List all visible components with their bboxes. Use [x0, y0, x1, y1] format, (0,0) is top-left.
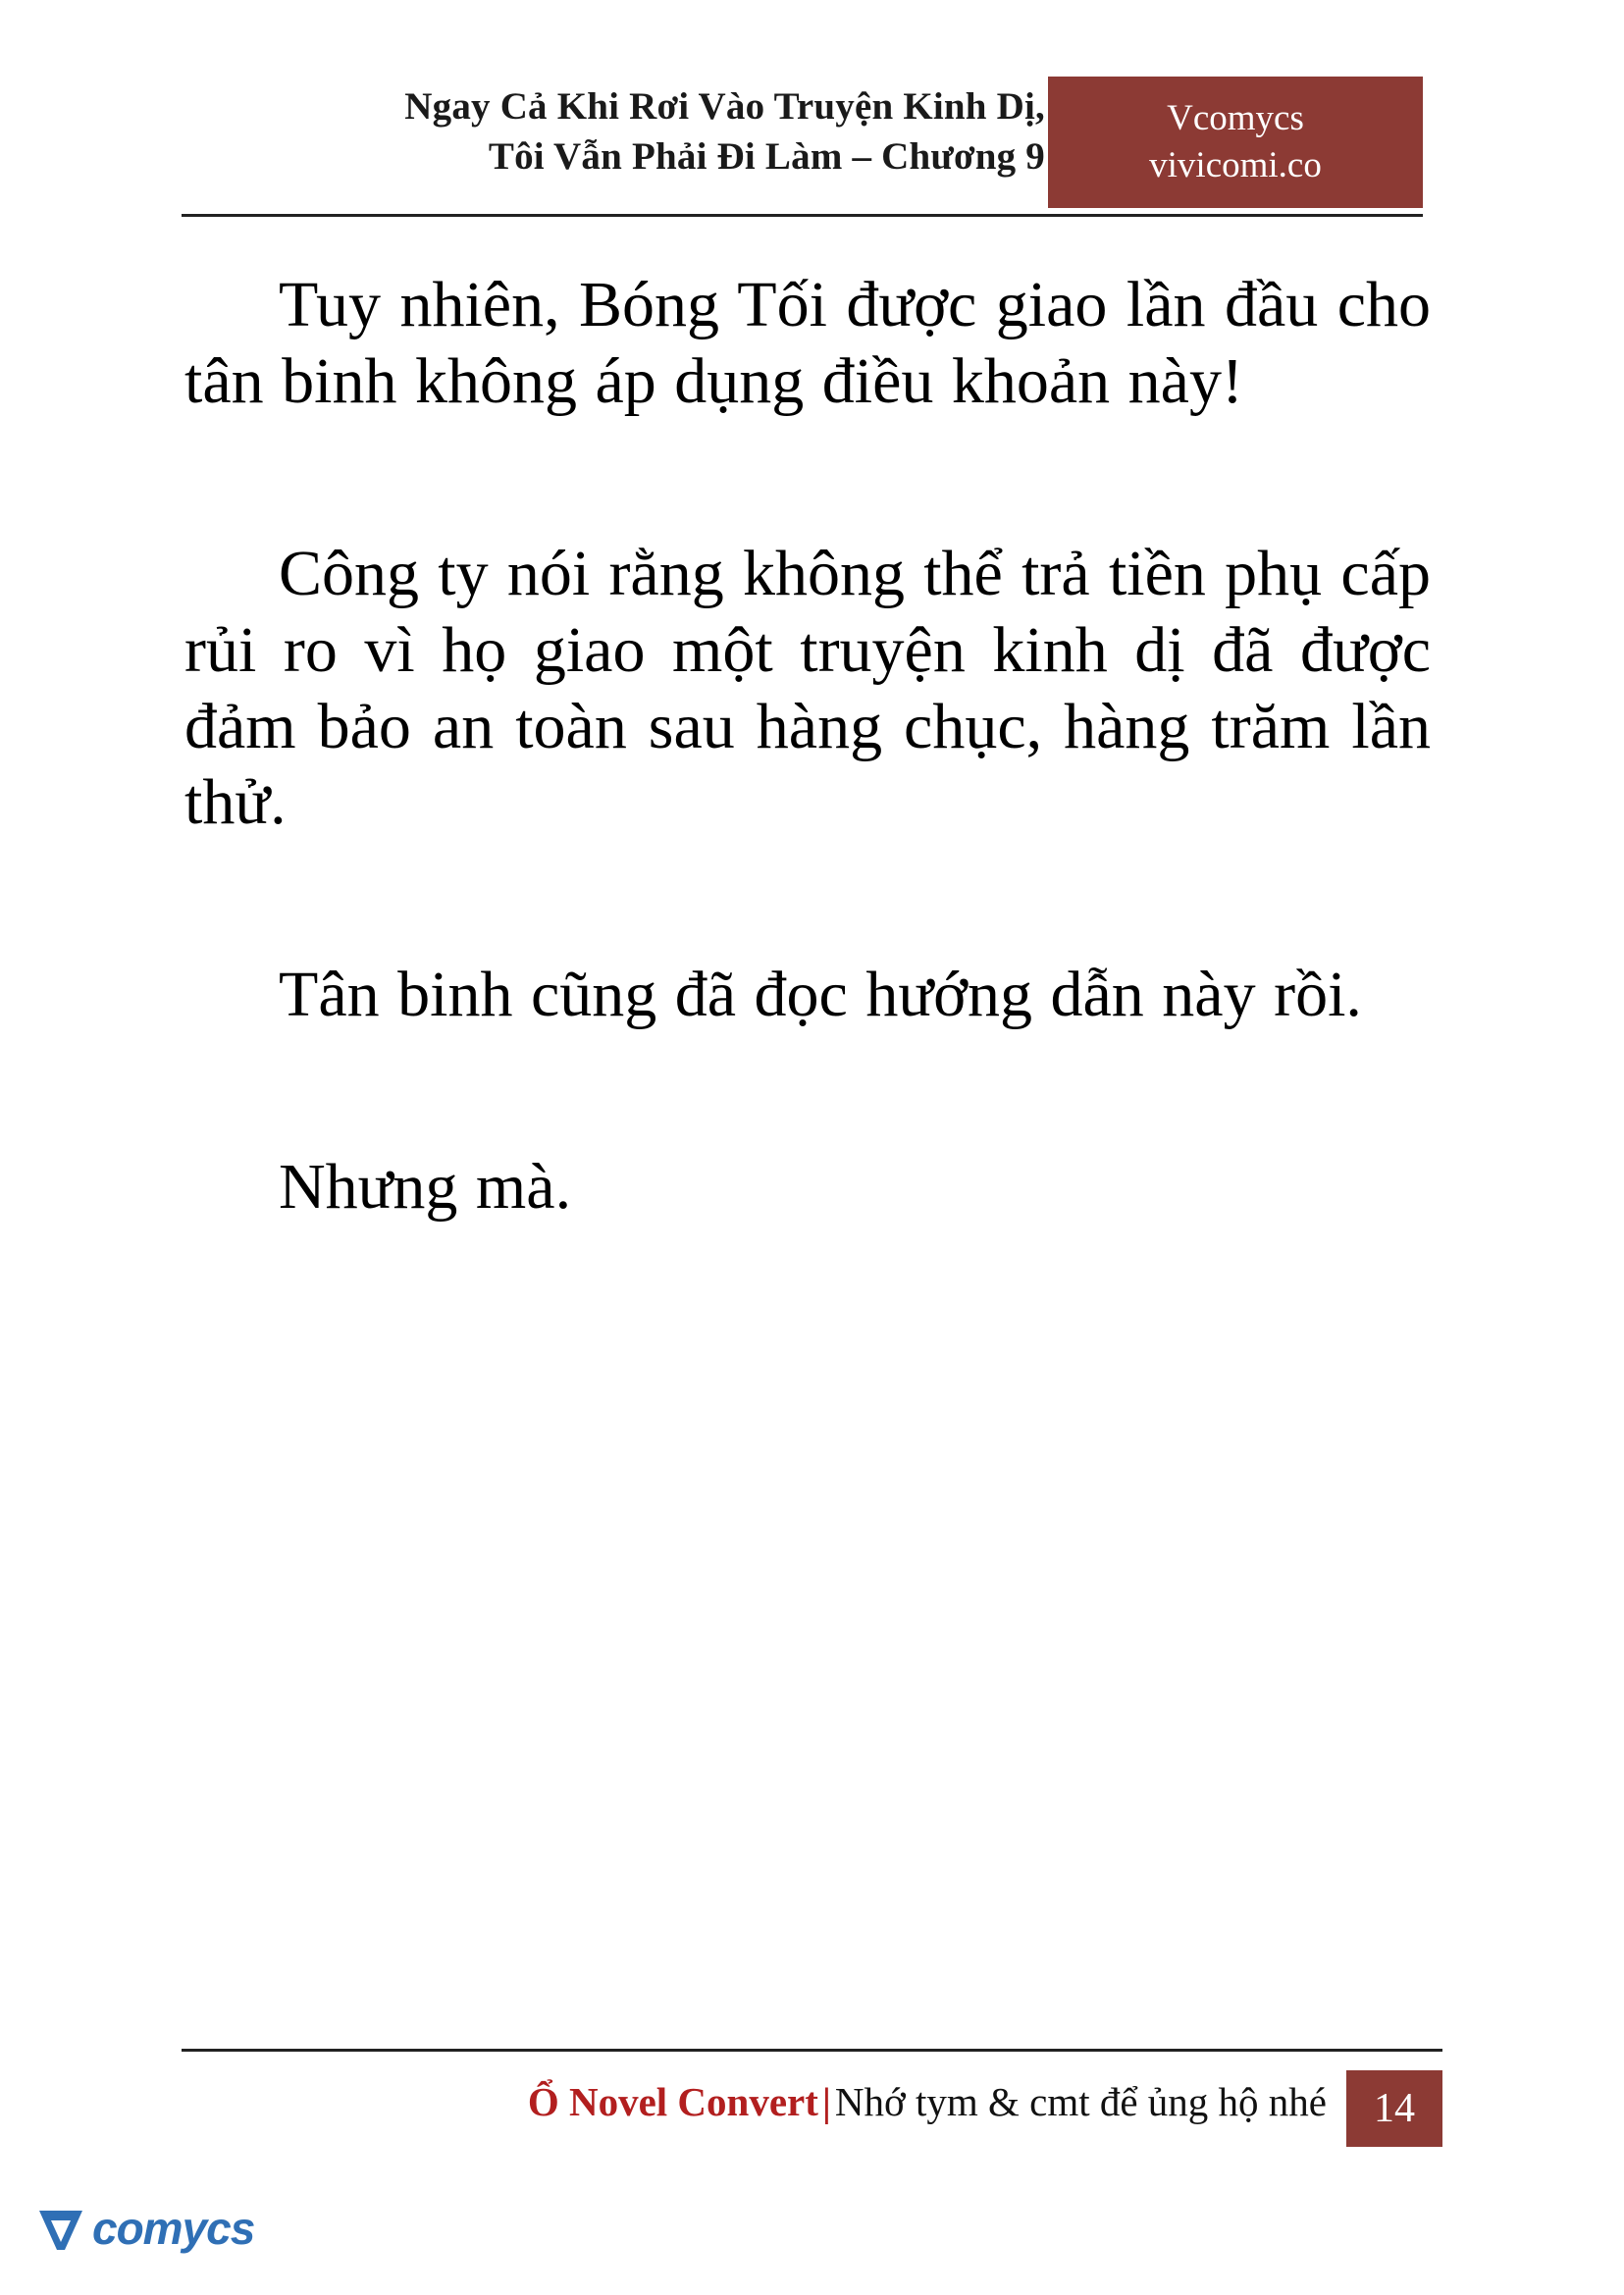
footer-content: [182, 2070, 1442, 2143]
footer-note: Nhớ tym & cmt để ủng hộ nhé: [834, 2079, 1327, 2124]
paragraph: [184, 536, 1431, 842]
watermark-label: comycs: [92, 2203, 255, 2254]
paragraph-text: Tuy nhiên, Bóng Tối được giao lần đầu cho tân binh không áp dụng điều khoản này!: [184, 269, 1431, 417]
publisher-badge: [1048, 77, 1423, 208]
footer-credit: [528, 2078, 1327, 2126]
paragraph: [184, 957, 1431, 1033]
publisher-url: vivicomi.co: [1149, 145, 1322, 185]
page-number: 14: [1346, 2070, 1442, 2147]
header-divider: [182, 214, 1423, 217]
page-content: [184, 267, 1431, 1226]
header-title-line-1: Ngay Cả Khi Rơi Vào Truyện Kinh Dị,: [404, 85, 1045, 128]
paragraph-text: Tân binh cũng đã đọc hướng dẫn này rồi.: [279, 959, 1362, 1031]
vcomycs-watermark: [35, 2186, 281, 2270]
publisher-name: Vcomycs: [1167, 97, 1304, 138]
paragraph: [184, 267, 1431, 420]
footer-divider: [182, 2049, 1442, 2052]
footer-brand: Ổ Novel Convert: [527, 2079, 818, 2124]
page-footer: [182, 2049, 1442, 2166]
page-header: [182, 82, 1423, 212]
v-mark-icon: [35, 2203, 86, 2254]
paragraph-text: Công ty nói rằng không thể trả tiền phụ cấp rủi ro vì họ giao một truyện kinh dị đã được đảm bảo an toàn sau hàng chục, hàng trăm lần thử.: [184, 537, 1431, 839]
footer-separator: |: [821, 2079, 831, 2124]
header-title: [240, 82, 1045, 182]
paragraph-text: Nhưng mà.: [279, 1151, 572, 1224]
paragraph: [184, 1149, 1431, 1226]
header-title-line-2: Tôi Vẫn Phải Đi Làm – Chương 9: [488, 134, 1045, 178]
